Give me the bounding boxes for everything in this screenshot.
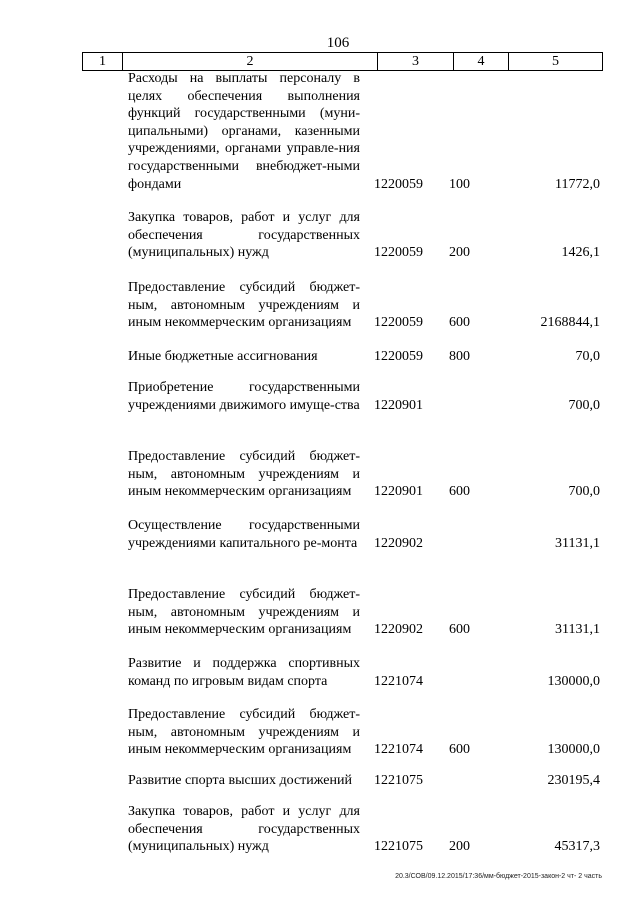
footer-note: 20.3/СОВ/09.12.2015/17:36/мм-бюджет-2015-закон-2 чт- 2 часть [395, 873, 602, 880]
table-row [128, 348, 600, 366]
row-name: Развитие спорта высших достижений [128, 773, 352, 788]
row-name: Предоставление субсидий бюджет-ным, автономным учреждениям и иным некоммерческим организациям [128, 587, 360, 638]
header-col-5: 5 [552, 54, 559, 69]
row-amount: 130000,0 [547, 742, 600, 758]
row-amount: 230195,4 [547, 773, 600, 788]
row-name: Предоставление субсидий бюджет-ным, автономным учреждениям и иным некоммерческим организациям [128, 707, 360, 758]
header-col-1: 1 [83, 53, 123, 70]
row-type: 600 [449, 622, 470, 638]
table-row [128, 448, 600, 501]
table-row [128, 772, 600, 790]
row-code: 1220059 [374, 349, 423, 364]
table-row [128, 70, 600, 193]
row-code: 1220902 [374, 622, 423, 638]
row-code: 1220902 [374, 535, 423, 551]
row-type: 600 [449, 742, 470, 758]
row-amount: 45317,3 [554, 839, 600, 855]
row-code: 1220901 [374, 397, 423, 413]
row-amount: 130000,0 [547, 673, 600, 689]
row-name: Развитие и поддержка спортивных команд по игровым видам спорта [128, 656, 360, 689]
table-header [82, 52, 603, 71]
row-code: 1220059 [374, 315, 423, 331]
row-code: 1220059 [374, 245, 423, 261]
row-code: 1220059 [374, 176, 423, 192]
row-amount: 700,0 [568, 484, 600, 500]
row-amount: 700,0 [568, 397, 600, 413]
row-type: 800 [449, 349, 470, 364]
row-code: 1221074 [374, 742, 423, 758]
row-amount: 70,0 [575, 349, 600, 364]
row-name: Закупка товаров, работ и услуг для обеспечения государственных (муниципальных) нужд [128, 804, 360, 855]
row-name: Приобретение государственными учреждениями движимого имуще-ства [128, 380, 360, 413]
row-amount: 11772,0 [555, 176, 600, 192]
row-name: Иные бюджетные ассигнования [128, 349, 318, 364]
row-name: Закупка товаров, работ и услуг для обеспечения государственных (муниципальных) нужд [128, 210, 360, 261]
table-row [128, 517, 600, 552]
row-name: Предоставление субсидий бюджет-ным, автономным учреждениям и иным некоммерческим организациям [128, 449, 360, 500]
row-name: Предоставление субсидий бюджет-ным, автономным учреждениям и иным некоммерческим организациям [128, 280, 360, 331]
row-code: 1221074 [374, 673, 423, 689]
header-col-4: 4 [454, 53, 509, 70]
row-type: 100 [449, 176, 470, 192]
row-amount: 31131,1 [555, 622, 600, 638]
table-row [128, 209, 600, 262]
table-row [128, 279, 600, 332]
row-code: 1221075 [374, 839, 423, 855]
row-name: Осуществление государственными учреждениями капитального ре-монта [128, 518, 360, 551]
row-type: 600 [449, 484, 470, 500]
row-type: 200 [449, 245, 470, 261]
row-type: 200 [449, 839, 470, 855]
table-row [128, 655, 600, 690]
row-type: 600 [449, 315, 470, 331]
row-name: Расходы на выплаты персоналу в целях обеспечения выполнения функций государственными (муни-ципальными) органами, казенными учреждениями, органами управле-ния государственными внебюджет-ными фондами [128, 71, 360, 192]
row-amount: 2168844,1 [540, 315, 600, 331]
header-col-2: 2 [123, 53, 378, 70]
table-row [128, 379, 600, 414]
row-code: 1221075 [374, 773, 423, 788]
row-amount: 1426,1 [561, 245, 600, 261]
row-amount: 31131,1 [555, 535, 600, 551]
table-row [128, 803, 600, 856]
header-col-3: 3 [378, 53, 454, 70]
table-row [128, 586, 600, 639]
table-row [128, 706, 600, 759]
page-number: 106 [326, 35, 350, 51]
row-code: 1220901 [374, 484, 423, 500]
